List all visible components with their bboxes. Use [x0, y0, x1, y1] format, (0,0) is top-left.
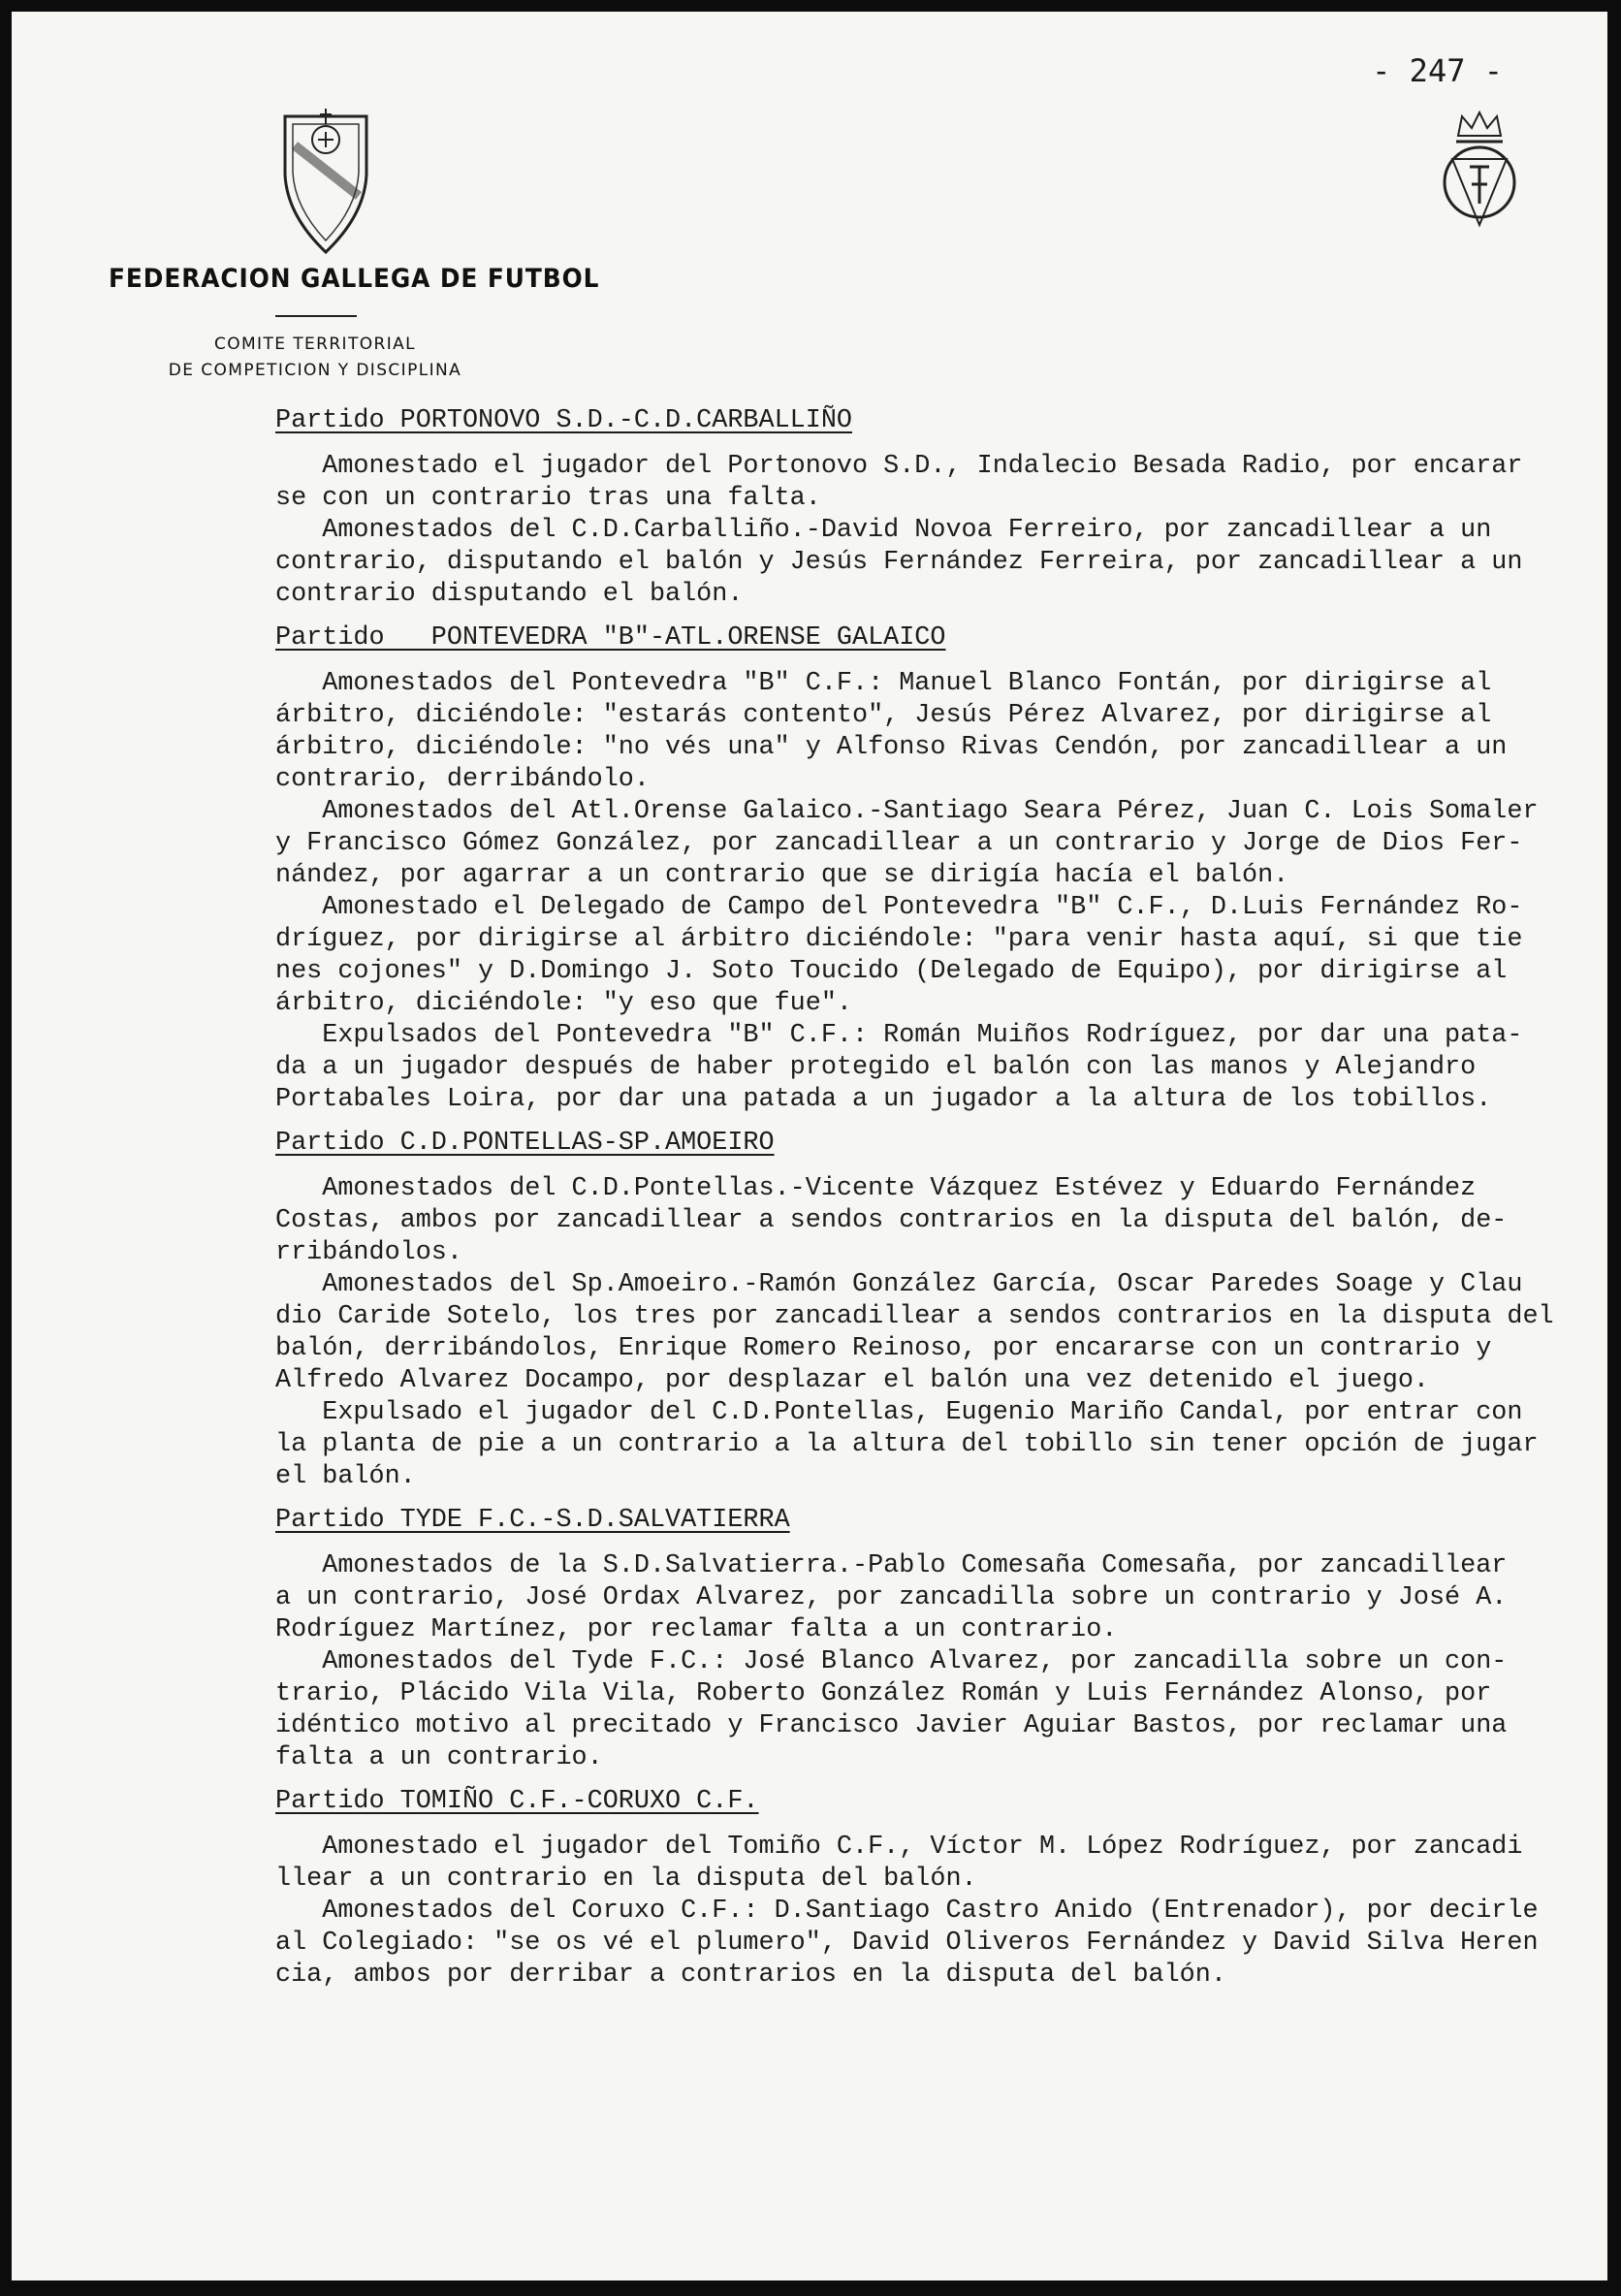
text-line: cia, ambos por derribar a contrarios en la disputa del balón.	[275, 1961, 1226, 1990]
paragraph	[275, 515, 1607, 611]
match-reports	[275, 405, 1607, 1992]
paragraph	[275, 668, 1607, 796]
text-line: al Colegiado: "se os vé el plumero", David Oliveros Fernández y David Silva Heren	[275, 1929, 1539, 1958]
text-line: a un contrario, José Ordax Alvarez, por zancadilla sobre un contrario y José A.	[275, 1583, 1508, 1612]
paragraph	[275, 1896, 1607, 1992]
text-line: Portabales Loira, por dar una patada a un jugador a la altura de los tobillos.	[275, 1085, 1492, 1114]
text-line: nández, por agarrar a un contrario que se dirigía hacía el balón.	[275, 861, 1289, 890]
text-line: contrario disputando el balón.	[275, 580, 744, 609]
text-line: Amonestado el jugador del Portonovo S.D., Indalecio Besada Radio, por encarar	[275, 452, 1523, 481]
text-line: da a un jugador después de haber protegido el balón con las manos y Alejandro	[275, 1053, 1477, 1082]
text-line: Expulsado el jugador del C.D.Pontellas, Eugenio Mariño Candal, por entrar con	[275, 1398, 1523, 1427]
match-heading: Partido TOMIÑO C.F.-CORUXO C.F.	[275, 1787, 759, 1816]
text-line: falta a un contrario.	[275, 1743, 603, 1772]
page-number: - 247 -	[1372, 52, 1503, 89]
text-line: contrario, disputando el balón y Jesús Fernández Ferreira, por zancadillear a un	[275, 548, 1523, 577]
text-line: Amonestados del Coruxo C.F.: D.Santiago Castro Anido (Entrenador), por decirle	[275, 1897, 1539, 1926]
text-line: Amonestado el jugador del Tomiño C.F., Víctor M. López Rodríguez, por zancadi	[275, 1833, 1523, 1862]
match-heading: Partido PONTEVEDRA "B"-ATL.ORENSE GALAICO	[275, 623, 946, 653]
match-heading: Partido PORTONOVO S.D.-C.D.CARBALLIÑO	[275, 406, 852, 435]
text-line: dio Caride Sotelo, los tres por zancadillear a sendos contrarios en la disputa del	[275, 1302, 1554, 1331]
text-line: árbitro, diciéndole: "no vés una" y Alfonso Rivas Cendón, por zancadillear a un	[275, 733, 1508, 762]
paragraph	[275, 451, 1607, 515]
text-line: balón, derribándolos, Enrique Romero Reinoso, por encararse con un contrario y	[275, 1334, 1492, 1363]
text-line: la planta de pie a un contrario a la altura del tobillo sin tener opción de jugar	[275, 1430, 1539, 1459]
match-heading: Partido TYDE F.C.-S.D.SALVATIERRA	[275, 1506, 790, 1535]
text-line: Expulsados del Pontevedra "B" C.F.: Román Muiños Rodríguez, por dar una pata-	[275, 1021, 1523, 1050]
paragraph	[275, 1020, 1607, 1116]
text-line: y Francisco Gómez González, por zancadillear a un contrario y Jorge de Dios Fer-	[275, 829, 1523, 858]
paragraph	[275, 1397, 1607, 1493]
text-line: Amonestados de la S.D.Salvatierra.-Pablo Comesaña Comesaña, por zancadillear	[275, 1551, 1508, 1580]
paragraph	[275, 1269, 1607, 1397]
text-line: Amonestados del Sp.Amoeiro.-Ramón González García, Oscar Paredes Soage y Clau	[275, 1270, 1523, 1299]
federation-name: FEDERACION GALLEGA DE FUTBOL	[109, 264, 600, 294]
paragraph	[275, 1646, 1607, 1774]
paragraph	[275, 892, 1607, 1020]
committee-line: DE COMPETICION Y DISCIPLINA	[168, 361, 462, 380]
text-line: Amonestados del Tyde F.C.: José Blanco Alvarez, por zancadilla sobre un con-	[275, 1647, 1508, 1676]
committee-line: COMITE TERRITORIAL	[213, 335, 417, 354]
text-line: Amonestados del C.D.Carballiño.-David Novoa Ferreiro, por zancadillear a un	[275, 516, 1492, 545]
text-line: dríguez, por dirigirse al árbitro diciéndole: "para venir hasta aquí, si que tie	[275, 925, 1523, 954]
text-line: Rodríguez Martínez, por reclamar falta a un contrario.	[275, 1615, 1118, 1644]
text-line: nes cojones" y D.Domingo J. Soto Toucido (Delegado de Equipo), por dirigirse al	[275, 957, 1508, 986]
paragraph	[275, 1550, 1607, 1646]
text-line: Amonestados del C.D.Pontellas.-Vicente Vázquez Estévez y Eduardo Fernández	[275, 1174, 1477, 1203]
text-line: Amonestado el Delegado de Campo del Pontevedra "B" C.F., D.Luis Fernández Ro-	[275, 893, 1523, 922]
document-page	[12, 12, 1607, 2280]
text-line: Amonestados del Atl.Orense Galaico.-Santiago Seara Pérez, Juan C. Lois Somaler	[275, 797, 1539, 826]
header-divider	[275, 315, 357, 317]
match-heading: Partido C.D.PONTELLAS-SP.AMOEIRO	[275, 1129, 775, 1158]
text-line: Alfredo Alvarez Docampo, por desplazar el balón una vez detenido el juego.	[275, 1366, 1429, 1395]
text-line: rribándolos.	[275, 1238, 462, 1267]
text-line: se con un contrario tras una falta.	[275, 484, 821, 513]
paragraph	[275, 1173, 1607, 1269]
text-line: árbitro, diciéndole: "y eso que fue".	[275, 989, 852, 1018]
federation-shield-icon	[281, 107, 370, 254]
text-line: contrario, derribándolo.	[275, 765, 650, 794]
committee-name	[109, 332, 522, 384]
text-line: idéntico motivo al precitado y Francisco Javier Aguiar Bastos, por reclamar una	[275, 1711, 1508, 1740]
text-line: el balón.	[275, 1462, 416, 1491]
text-line: Amonestados del Pontevedra "B" C.F.: Manuel Blanco Fontán, por dirigirse al	[275, 669, 1492, 698]
text-line: árbitro, diciéndole: "estarás contento", Jesús Pérez Alvarez, por dirigirse al	[275, 701, 1492, 730]
text-line: Costas, ambos por zancadillear a sendos contrarios en la disputa del balón, de-	[275, 1206, 1508, 1235]
paragraph	[275, 796, 1607, 892]
text-line: llear a un contrario en la disputa del balón.	[275, 1865, 977, 1894]
text-line: trario, Plácido Vila Vila, Roberto González Román y Luis Fernández Alonso, por	[275, 1679, 1492, 1708]
crowned-federation-emblem-icon	[1433, 103, 1526, 231]
paragraph	[275, 1832, 1607, 1896]
